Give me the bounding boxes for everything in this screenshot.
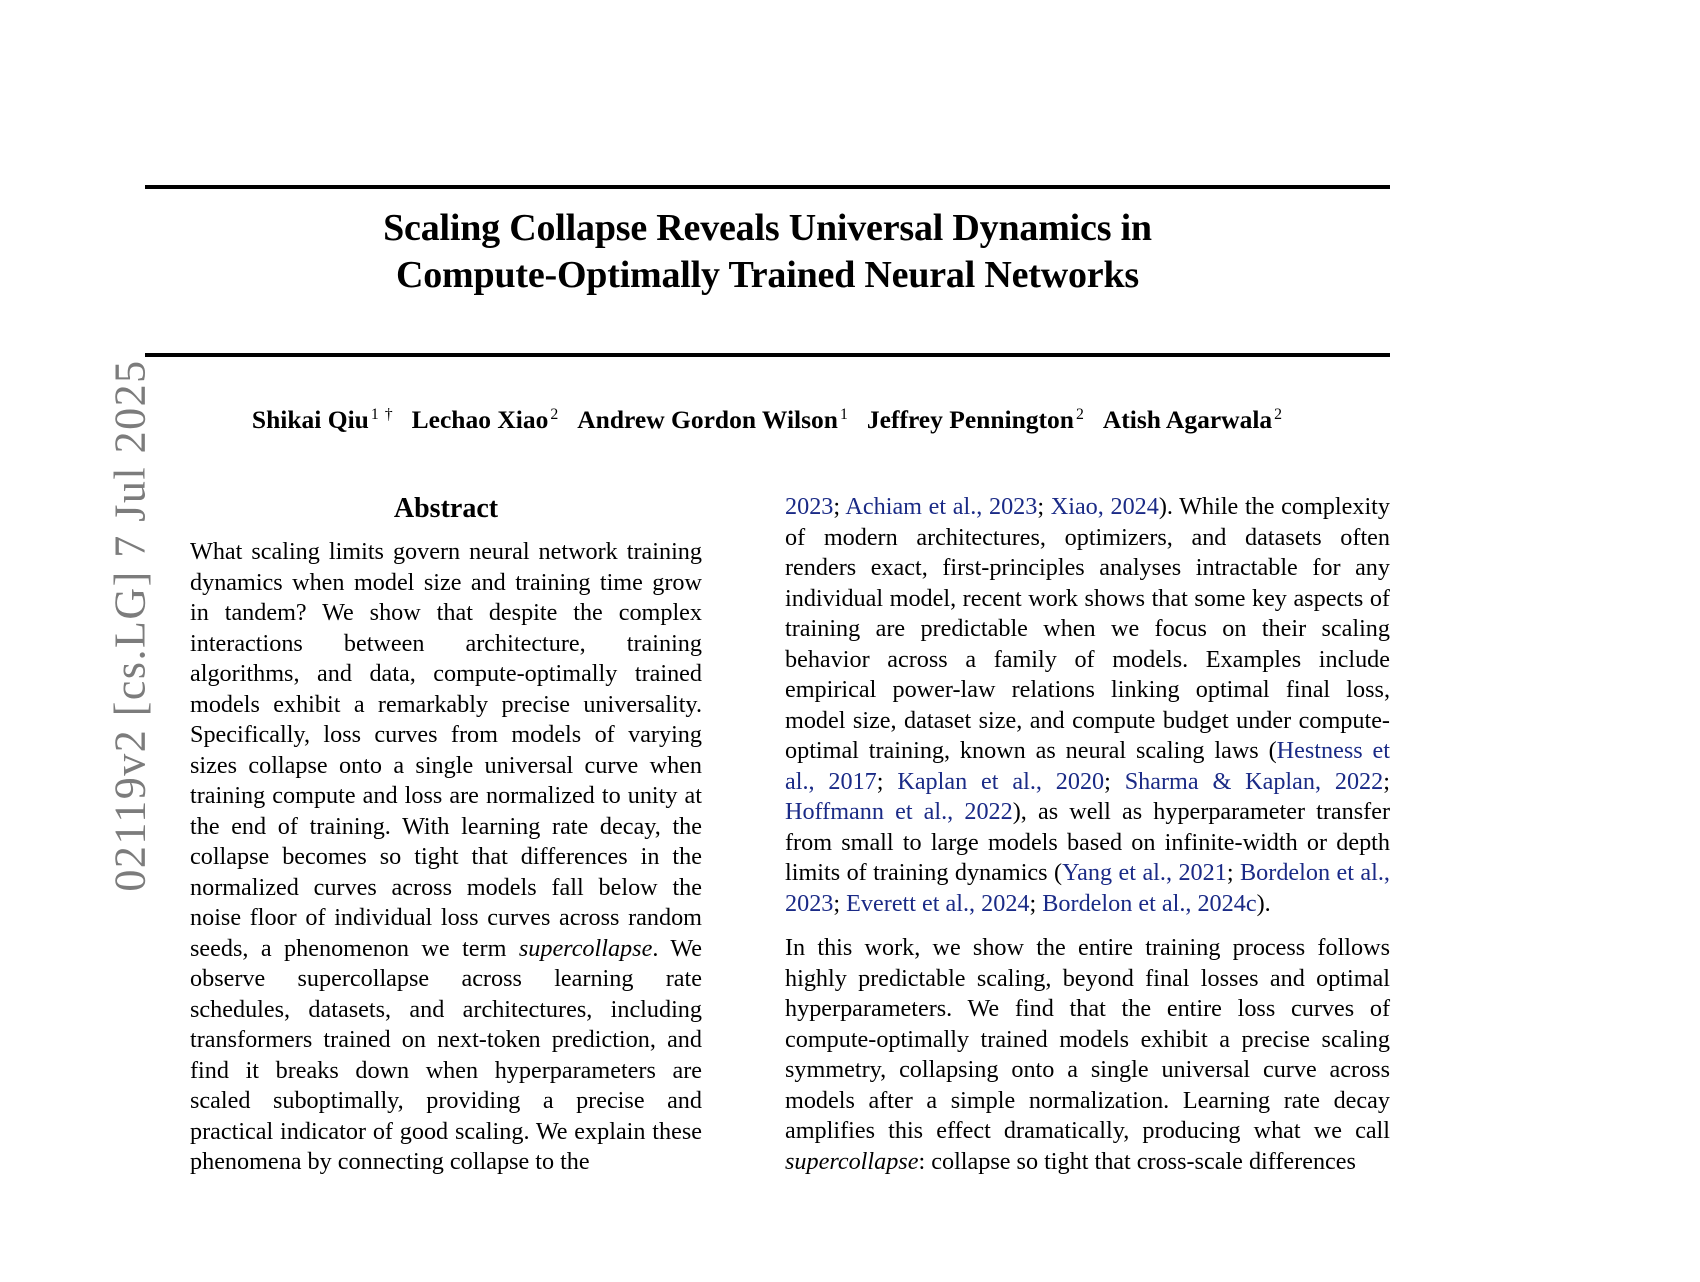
paper-title (145, 205, 1390, 299)
citation-link[interactable]: 2023 (785, 493, 834, 520)
title-rule-bottom (145, 353, 1390, 357)
citation-separator: ; (1029, 889, 1043, 917)
author-affiliation: 1 (839, 405, 849, 423)
citation-link[interactable]: Yang et al., 2021 (1062, 859, 1227, 886)
author-entry (867, 405, 1085, 434)
citation-link[interactable]: Bordelon et al., 2023 (785, 859, 1390, 917)
author-affiliation: 2 (1274, 405, 1284, 423)
citation-link[interactable]: Kaplan et al., 2020 (897, 767, 1105, 795)
abstract-heading: Abstract (393, 493, 499, 524)
intro-italic-term: supercollapse (785, 1147, 919, 1175)
citation-separator: ; (1037, 493, 1051, 520)
citation-separator: ; (1383, 767, 1390, 795)
citation-link[interactable]: Everett et al., 2024 (846, 889, 1030, 917)
author-affiliation: 1 † (370, 405, 394, 423)
title-line-2: Compute-Optimally Trained Neural Networks (396, 254, 1139, 296)
author-affiliation: 2 (1075, 405, 1085, 423)
citation-link[interactable]: Hoffmann et al., 2022 (785, 798, 1013, 825)
title-rule-top (145, 185, 1390, 189)
abstract-text (190, 537, 702, 1178)
citation-link[interactable]: Achiam et al., 2023 (845, 493, 1038, 520)
paper-page (145, 0, 1390, 1275)
citation-separator: ; (1226, 859, 1241, 886)
author-name: Shikai Qiu (251, 405, 369, 434)
arxiv-stamp-text: 02119v2 [cs.LG] 7 Jul 2025 (105, 359, 155, 892)
title-line-1: Scaling Collapse Reveals Universal Dynamics in (383, 207, 1152, 249)
intro-body-text: ). (1256, 889, 1271, 917)
author-affiliation: 2 (550, 405, 560, 423)
citation-separator: ; (876, 767, 898, 795)
abstract-text-part-1: What scaling limits govern neural network training dynamics when model size and training time grow in tandem? We show that despite the complex interactions between architecture, training algorithms, and data, compute-optimally trained models exhibit a remarkably precise universality. Specifically, loss curves from models of varying sizes collapse onto a single universal curve when training compute and loss are normalized to unity at the end of training. With learning rate decay, the collapse becomes so tight that differences in the normalized curves across models fall below the noise floor of individual loss curves across random seeds, a phenomenon we term (190, 538, 702, 962)
author-entry (252, 405, 394, 434)
intro-paragraph-1 (785, 492, 1390, 919)
citation-link[interactable]: Xiao, 2024 (1050, 493, 1159, 520)
abstract-column (190, 492, 702, 1178)
intro-paragraph-2-part-1: In this work, we show the entire training process follows highly predictable scaling, beyond final losses and optimal hyperparameters. We find that the entire loss curves of compute-optimally trained models exhibit a precise scaling symmetry, collapsing onto a single universal curve across models after a simple normalization. Learning rate decay amplifies this effect dramatically, producing what we call (785, 934, 1390, 1144)
author-name: Jeffrey Pennington (866, 405, 1074, 434)
intro-paragraph-2 (785, 933, 1390, 1177)
author-list (145, 405, 1390, 435)
author-entry (1103, 405, 1283, 434)
author-name: Atish Agarwala (1102, 405, 1273, 434)
author-name: Lechao Xiao (411, 405, 549, 434)
arxiv-stamp (0, 0, 155, 1275)
author-entry (412, 405, 560, 434)
citation-link[interactable]: Sharma & Kaplan, 2022 (1124, 767, 1384, 795)
author-entry (577, 405, 849, 434)
intro-body-text: ). While the complexity of modern architectures, optimizers, and datasets often renders exact, first-principles analyses intractable for any individual model, recent work shows that some key aspects of training are predictable when we focus on their scaling behavior across a family of models. Examples include empirical power-law relations linking optimal final loss, model size, dataset size, and compute budget under compute-optimal training, known as neural scaling laws ( (785, 493, 1390, 764)
abstract-italic-term: supercollapse (518, 934, 653, 962)
citation-separator: ; (1104, 767, 1125, 795)
citation-separator: ; (833, 493, 846, 520)
citation-link[interactable]: Bordelon et al., 2024c (1042, 889, 1257, 917)
citation-link[interactable]: Hestness et al., 2017 (785, 737, 1390, 795)
intro-paragraph-2-part-2: : collapse so tight that cross-scale differences (918, 1147, 1356, 1175)
abstract-text-part-2: . We observe supercollapse across learning rate schedules, datasets, and architectures, including transformers trained on next-token prediction, and find it breaks down when hyperparameters are scaled suboptimally, providing a precise and practical indicator of good scaling. We explain these phenomena by connecting collapse to the (190, 934, 702, 1175)
intro-body-text: ), as well as hyperparameter transfer from small to large models based on infinite-width or depth limits of training dynamics ( (785, 798, 1391, 886)
author-name: Andrew Gordon Wilson (577, 405, 838, 434)
two-column-body (145, 492, 1390, 1282)
citation-separator: ; (833, 889, 847, 917)
introduction-column (785, 492, 1390, 1177)
